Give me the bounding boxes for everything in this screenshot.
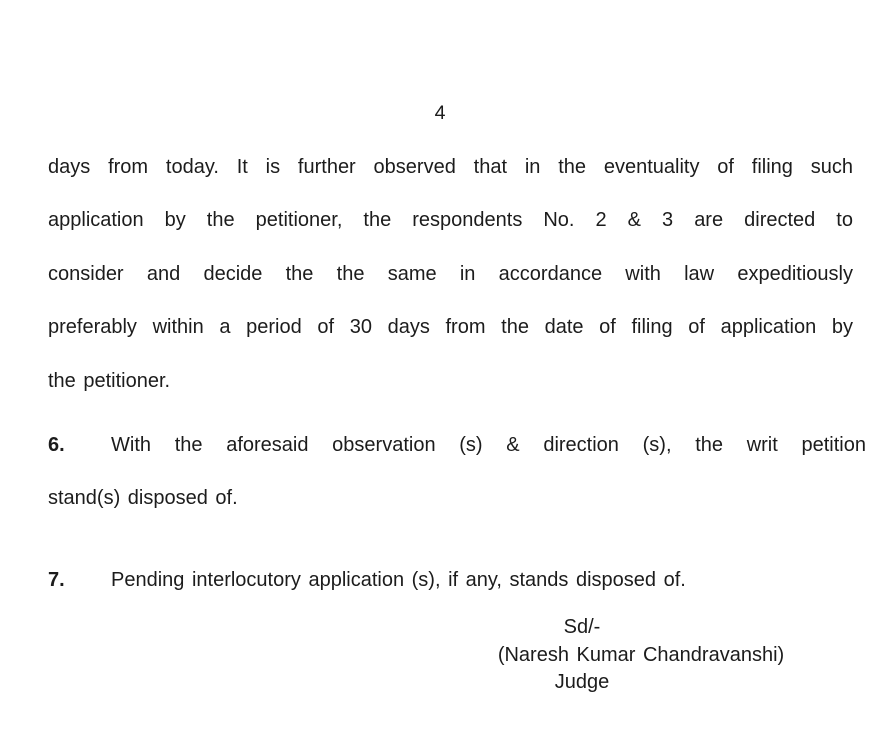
judge-name: (Naresh Kumar Chandravanshi) — [497, 643, 785, 666]
text-line: preferably within a period of 30 days from the date of filing of application by — [48, 316, 853, 339]
text-line: stand(s) disposed of. — [48, 487, 238, 510]
page-number: 4 — [434, 102, 446, 124]
paragraph-number: 6. — [48, 434, 65, 456]
paragraph-number: 7. — [48, 569, 65, 591]
text-line: days from today. It is further observed that in the eventuality of filing such — [48, 156, 853, 178]
text-line: the petitioner. — [48, 369, 171, 392]
order-continuation-paragraph — [48, 141, 853, 408]
text-line: With the aforesaid observation (s) & direction (s), the writ petition — [111, 434, 866, 456]
judge-title: Judge — [554, 671, 610, 693]
order-paragraph-7 — [48, 554, 866, 607]
signature-block — [482, 614, 800, 697]
signature-sd: Sd/- — [563, 616, 601, 638]
text-line: Pending interlocutory application (s), if any, stands disposed of. — [111, 569, 686, 591]
order-paragraph-6 — [48, 419, 866, 526]
text-line: consider and decide the the same in accordance with law expeditiously — [48, 262, 853, 285]
text-line: application by the petitioner, the respondents No. 2 & 3 are directed to — [48, 209, 853, 232]
